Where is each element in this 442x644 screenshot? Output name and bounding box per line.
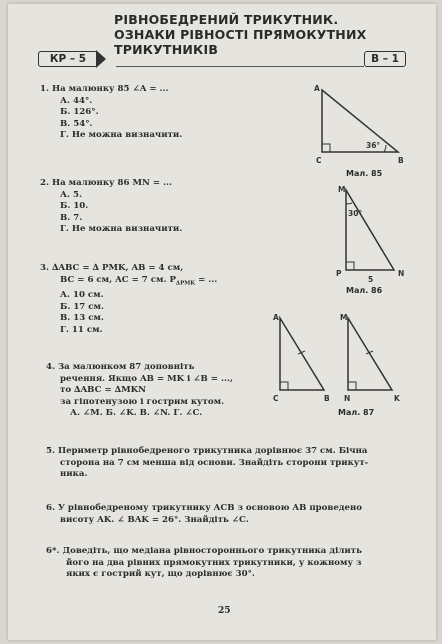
question-text: 2. На малюнку 86 MN = ... — [40, 178, 173, 188]
answer-options: А. ∠M. Б. ∠K. В. ∠N. Г. ∠C. — [70, 408, 203, 419]
answer-option: Г. 11 см. — [60, 324, 103, 335]
answer-option: А. 5. — [60, 189, 82, 200]
triangle-shape — [322, 90, 398, 152]
angle-arc — [346, 203, 352, 204]
question-text: речення. Якщо AB = MK і ∠B = ..., — [60, 373, 233, 384]
vertex-label: M — [340, 313, 348, 322]
page-number: 25 — [218, 606, 231, 616]
question-text: ника. — [60, 469, 88, 480]
title-line: РІВНОБЕДРЕНИЙ ТРИКУТНИК. — [114, 12, 339, 27]
question-text: його на два рівних прямокутних трикутники, у кожному з — [66, 557, 362, 568]
workbook-page — [8, 4, 436, 640]
right-angle-mark — [348, 382, 356, 390]
question-text-part: = ... — [195, 274, 218, 285]
right-angle-mark — [346, 262, 354, 270]
answer-option: А. 44°. — [60, 95, 93, 106]
angle-arc — [384, 145, 386, 152]
vertex-label: K — [394, 394, 400, 403]
vertex-label: M — [338, 185, 346, 194]
question-text: яких є гострий кут, що дорівнює 30°. — [66, 569, 255, 580]
question-2 — [40, 178, 270, 236]
figure-86 — [330, 182, 410, 286]
variant-badge: В – 1 — [364, 51, 406, 67]
question-text: 1. На малюнку 85 ∠A = ... — [40, 84, 169, 94]
triangle-shape — [346, 190, 394, 270]
triangle-shape — [280, 318, 324, 390]
question-text: висоту AK. ∠ BAK = 26°. Знайдіть ∠C. — [60, 514, 249, 525]
answer-option: А. 10 см. — [60, 289, 104, 300]
answer-option: Б. 17 см. — [60, 301, 104, 312]
vertex-label: N — [344, 394, 351, 403]
question-text: сторона на 7 см менша від основи. Знайдіть сторони трикут- — [60, 457, 369, 468]
figure-caption: Мал. 87 — [338, 408, 375, 417]
title-line: ТРИКУТНИКІВ — [114, 42, 219, 57]
arrow-icon — [96, 50, 106, 68]
page-title — [114, 12, 366, 57]
figure-caption: Мал. 86 — [346, 286, 383, 295]
answer-option: В. 13 см. — [60, 313, 104, 324]
triangle-shape — [348, 318, 392, 390]
vertex-label: P — [336, 269, 342, 278]
question-text-part: BC = 6 см, AC = 7 см. P — [60, 274, 176, 285]
answer-option: Б. 126°. — [60, 107, 99, 118]
question-3 — [40, 263, 280, 336]
question-text: 6. У рівнобедреному трикутнику ACB з основою AB проведено — [46, 503, 363, 513]
figure-85 — [308, 82, 413, 168]
figure-87 — [270, 310, 416, 406]
page-header — [8, 4, 436, 74]
answer-option: Г. Не можна визначити. — [60, 224, 183, 235]
vertex-label: C — [273, 394, 279, 403]
vertex-label: C — [316, 156, 322, 165]
vertex-label: B — [324, 394, 330, 403]
vertex-label: N — [398, 269, 405, 278]
header-divider — [116, 66, 364, 67]
title-line: ОЗНАКИ РІВНОСТІ ПРЯМОКУТНИХ — [114, 27, 367, 42]
question-text: то ∆ABC = ∆MKN — [60, 385, 146, 396]
question-text — [40, 275, 280, 290]
perimeter-subscript: ∆PMK — [175, 280, 196, 287]
vertex-label: A — [273, 313, 279, 322]
question-1 — [40, 84, 270, 142]
angle-label: 30° — [348, 209, 363, 218]
vertex-label: B — [398, 156, 404, 165]
question-text: 4. За малюнком 87 доповніть — [46, 362, 195, 372]
question-6-star — [46, 546, 426, 581]
answer-option: Г. Не можна визначити. — [60, 130, 183, 141]
question-text: за гіпотенузою і гострим кутом. — [60, 396, 225, 407]
right-angle-mark — [322, 144, 330, 152]
figure-caption: Мал. 85 — [346, 169, 383, 178]
vertex-label: A — [314, 84, 320, 93]
answer-option: Б. 10. — [60, 201, 89, 212]
question-text: 5. Периметр рівнобедреного трикутника дорівнює 37 см. Бічна — [46, 446, 368, 456]
question-text: 6*. Доведіть, що медіана рівностороннього трикутника ділить — [46, 546, 362, 556]
angle-label: 36° — [366, 141, 381, 150]
right-angle-mark — [280, 382, 288, 390]
test-code-label: КР – 5 — [38, 51, 98, 67]
question-5 — [46, 446, 426, 481]
answer-option: В. 7. — [60, 212, 83, 223]
side-label: 5 — [368, 275, 374, 284]
answer-option: В. 54°. — [60, 118, 93, 129]
question-text: 3. ∆ABC = ∆ PMK, AB = 4 см, — [40, 263, 184, 273]
test-code-badge — [38, 51, 110, 67]
question-4 — [46, 362, 276, 420]
question-6 — [46, 503, 426, 526]
